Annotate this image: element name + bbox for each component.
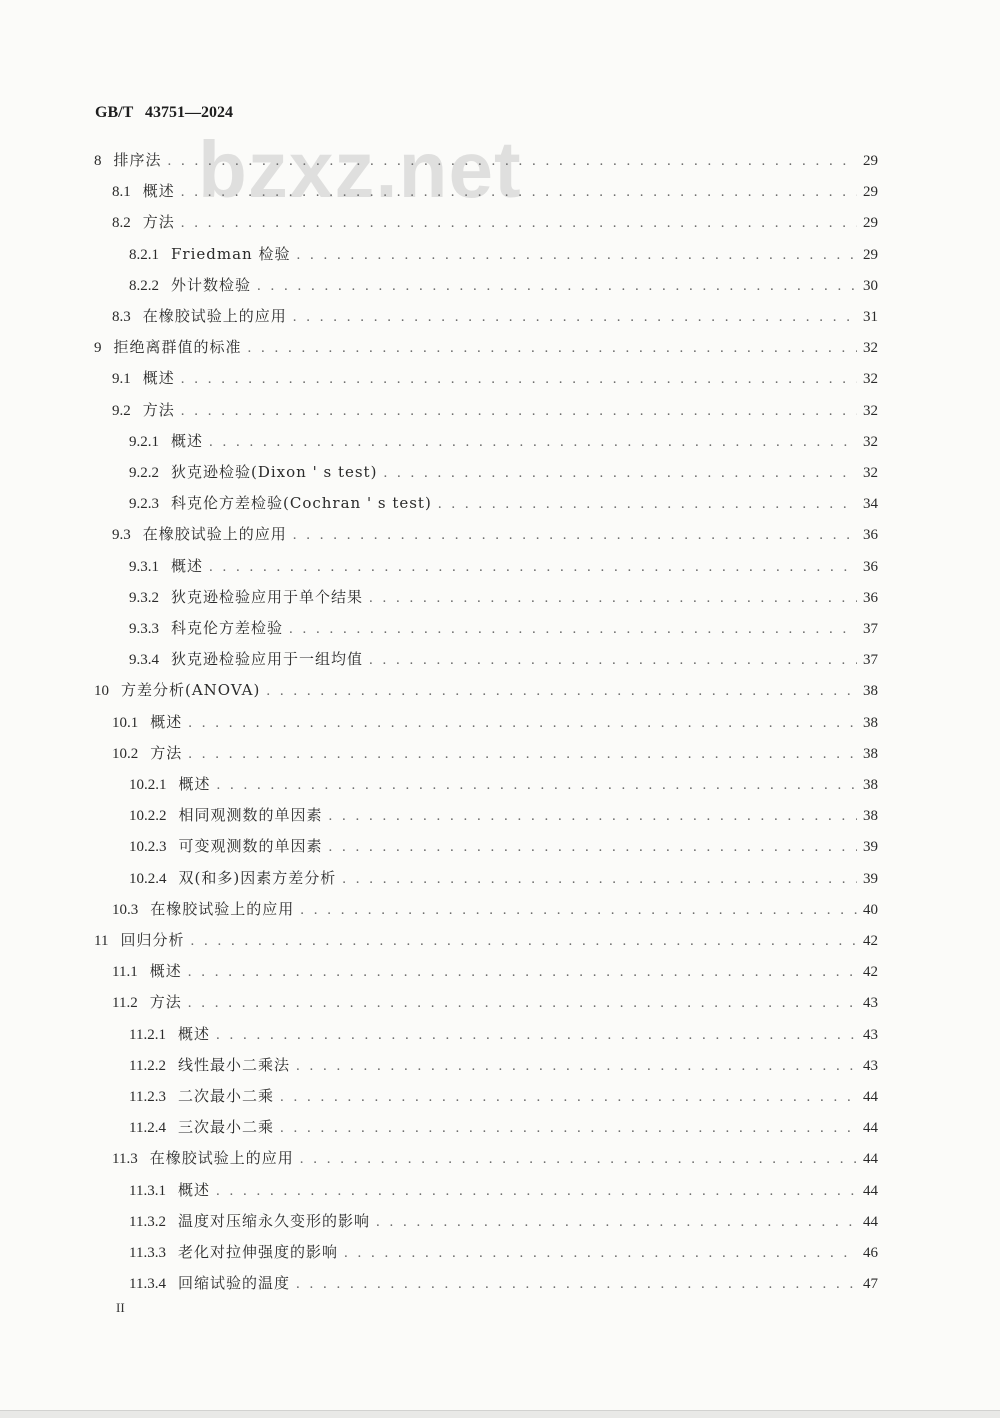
toc-entry-number: 8.2.2 <box>129 277 159 294</box>
toc-entry-page: 36 <box>863 589 878 606</box>
toc-entry-number: 11.2.2 <box>129 1057 166 1074</box>
toc-entry-page: 37 <box>863 652 878 669</box>
toc-entry-number: 9.2.2 <box>129 465 159 481</box>
toc-dot-leader <box>280 1116 857 1140</box>
toc-entry-page: 36 <box>863 527 878 544</box>
toc-dot-leader <box>181 180 857 204</box>
toc-entry-number: 9.3.4 <box>129 652 159 669</box>
toc-entry-page: 30 <box>863 277 878 294</box>
toc-entry-page: 37 <box>863 621 878 637</box>
watermark: bzxz.net <box>198 125 522 214</box>
toc-entry-page: 39 <box>863 870 878 887</box>
toc-dot-leader <box>257 274 857 298</box>
toc-entry[interactable] <box>129 866 878 890</box>
toc-entry-title: 回归分析 <box>120 931 185 949</box>
toc-entry-page: 44 <box>863 1120 878 1137</box>
toc-entry-title: 双(和多)因素方差分析 <box>178 868 337 887</box>
toc-entry-page: 29 <box>863 153 878 169</box>
toc-entry-page: 44 <box>863 1151 878 1168</box>
toc-entry-title: 温度对压缩永久变形的影响 <box>177 1211 370 1230</box>
toc-entry-title: 在橡胶试验上的应用 <box>149 1149 294 1168</box>
toc-entry-page: 38 <box>863 714 878 731</box>
toc-entry-title: 方法 <box>149 993 182 1012</box>
toc-entry[interactable] <box>112 179 878 203</box>
toc-entry-title: 在橡胶试验上的应用 <box>150 899 295 918</box>
toc-entry-page: 32 <box>863 433 878 450</box>
toc-entry[interactable] <box>112 304 878 328</box>
toc-dot-leader <box>181 399 857 423</box>
toc-entry[interactable] <box>129 803 878 827</box>
toc-entry-title: 可变观测数的单因素 <box>178 837 323 856</box>
toc-entry[interactable] <box>112 990 878 1014</box>
toc-entry-number: 10 <box>94 683 109 700</box>
toc-entry[interactable] <box>94 148 878 172</box>
toc-entry-number: 9 <box>94 340 102 357</box>
toc-entry-page: 31 <box>863 309 878 325</box>
toc-entry-title: 排序法 <box>113 151 162 169</box>
toc-entry-number: 11.3.4 <box>129 1276 166 1293</box>
toc-entry-title: 狄克逊检验应用于一组均值 <box>171 650 364 669</box>
toc-entry-title: 概述 <box>142 369 175 388</box>
toc-dot-leader <box>190 929 857 953</box>
toc-entry[interactable] <box>129 1115 878 1139</box>
toc-entry-title: 科克伦方差检验(Cochran ' s test) <box>171 494 432 513</box>
toc-entry-page: 34 <box>863 496 878 513</box>
toc-dot-leader <box>188 742 857 766</box>
toc-entry[interactable] <box>129 647 878 671</box>
toc-dot-leader <box>296 1054 857 1078</box>
toc-entry-number: 9.3.3 <box>129 621 159 637</box>
toc-entry-number: 11.2.1 <box>129 1026 166 1043</box>
toc-entry-title: 概述 <box>177 1024 210 1043</box>
toc-entry[interactable] <box>129 1022 878 1046</box>
toc-entry-number: 10.2 <box>112 745 139 762</box>
toc-dot-leader <box>376 1210 857 1234</box>
toc-dot-leader <box>296 1272 857 1296</box>
toc-dot-leader <box>217 773 857 797</box>
toc-entry-number: 8.2 <box>112 215 131 232</box>
toc-entry[interactable] <box>112 897 878 921</box>
toc-dot-leader <box>293 305 857 329</box>
toc-dot-leader <box>344 1241 857 1265</box>
toc-entry-title: 概述 <box>142 182 175 201</box>
toc-dot-leader <box>342 867 857 891</box>
toc-entry-title: 二次最小二乘 <box>177 1087 274 1105</box>
toc-entry-page: 46 <box>863 1245 878 1261</box>
toc-entry-title: 概述 <box>171 431 204 450</box>
toc-entry-page: 43 <box>863 995 878 1012</box>
toc-entry-page: 29 <box>863 215 878 232</box>
toc-dot-leader <box>188 991 857 1015</box>
toc-entry-title: 狄克逊检验应用于单个结果 <box>171 587 364 606</box>
toc-entry-page: 39 <box>863 839 878 856</box>
toc-entry-page: 42 <box>863 933 878 949</box>
toc-dot-leader <box>329 804 857 828</box>
toc-entry-number: 11.1 <box>112 964 138 981</box>
toc-entry[interactable] <box>129 460 878 484</box>
toc-entry[interactable] <box>94 335 878 359</box>
toc-entry-title: 方法 <box>142 400 175 419</box>
toc-dot-leader <box>300 898 857 922</box>
toc-dot-leader <box>383 461 857 485</box>
toc-entry-number: 11.2.3 <box>129 1089 166 1105</box>
toc-entry[interactable] <box>129 491 878 515</box>
toc-dot-leader <box>296 243 857 267</box>
toc-entry[interactable] <box>129 242 878 266</box>
toc-entry-number: 9.2.1 <box>129 433 159 450</box>
toc-entry-title: 方差分析(ANOVA) <box>121 681 261 700</box>
toc-entry-page: 29 <box>863 246 878 263</box>
toc-entry[interactable] <box>129 1053 878 1077</box>
toc-entry-title: 拒绝离群值的标准 <box>113 338 242 357</box>
toc-entry-title: 线性最小二乘法 <box>177 1055 290 1074</box>
page-marker: II <box>116 1300 125 1315</box>
toc-entry[interactable] <box>112 959 878 983</box>
toc-dot-leader <box>216 1023 857 1047</box>
toc-entry-title: 概述 <box>178 775 211 793</box>
toc-entry-number: 8.2.1 <box>129 246 159 263</box>
toc-entry-number: 9.2.3 <box>129 496 159 513</box>
toc-entry-title: 方法 <box>150 743 183 762</box>
toc-entry-number: 9.3.1 <box>129 558 159 575</box>
toc-dot-leader <box>438 492 857 516</box>
toc-entry-title: Friedman 检验 <box>171 244 291 263</box>
toc-entry[interactable] <box>94 928 878 952</box>
toc-entry-page: 47 <box>863 1276 878 1293</box>
toc-entry-number: 11.2.4 <box>129 1120 166 1137</box>
toc-dot-leader <box>209 430 857 454</box>
toc-dot-leader <box>300 1147 857 1171</box>
toc-dot-leader <box>188 960 857 984</box>
toc-entry-page: 42 <box>863 964 878 981</box>
toc-entry-number: 9.1 <box>112 371 131 388</box>
toc-entry[interactable] <box>112 741 878 765</box>
toc-entry[interactable] <box>129 1178 878 1202</box>
toc-dot-leader <box>168 149 857 173</box>
toc-entry-number: 9.2 <box>112 402 131 419</box>
toc-entry-number: 10.1 <box>112 714 139 731</box>
toc-dot-leader <box>329 835 857 859</box>
toc-entry-page: 38 <box>863 745 878 762</box>
toc-entry-number: 10.2.1 <box>129 777 167 793</box>
toc-entry-number: 10.2.2 <box>129 808 167 825</box>
toc-entry-title: 在橡胶试验上的应用 <box>142 525 287 544</box>
toc-entry-number: 8.1 <box>112 184 131 201</box>
toc-dot-leader <box>181 367 857 391</box>
toc-entry-number: 11.3 <box>112 1151 138 1168</box>
toc-entry-number: 10.3 <box>112 901 139 918</box>
toc-entry[interactable] <box>129 1084 878 1108</box>
toc-entry-page: 32 <box>863 465 878 481</box>
toc-entry[interactable] <box>129 834 878 858</box>
toc-entry[interactable] <box>129 429 878 453</box>
toc-entry[interactable] <box>129 273 878 297</box>
toc-entry-page: 32 <box>863 371 878 388</box>
toc-dot-leader <box>280 1085 857 1109</box>
toc-dot-leader <box>248 336 857 360</box>
toc-entry-page: 43 <box>863 1057 878 1074</box>
toc-entry-page: 44 <box>863 1089 878 1105</box>
toc-entry[interactable] <box>112 398 878 422</box>
toc-entry[interactable] <box>129 772 878 796</box>
toc-dot-leader <box>188 711 857 735</box>
toc-entry-page: 44 <box>863 1213 878 1230</box>
toc-entry-title: 外计数检验 <box>171 275 252 294</box>
toc-entry-number: 9.3 <box>112 527 131 544</box>
toc-entry-number: 10.2.4 <box>129 870 167 887</box>
toc-entry-number: 9.3.2 <box>129 589 159 606</box>
toc-entry-number: 11 <box>94 933 109 949</box>
toc-entry[interactable] <box>112 1146 878 1170</box>
toc-entry-number: 11.3.1 <box>129 1182 166 1199</box>
toc-entry-title: 在橡胶试验上的应用 <box>142 307 287 325</box>
toc-entry-title: 老化对拉伸强度的影响 <box>177 1243 338 1261</box>
toc-entry-number: 10.2.3 <box>129 839 167 856</box>
toc-dot-leader <box>293 523 857 547</box>
toc-dot-leader <box>266 679 857 703</box>
toc-entry-page: 32 <box>863 340 878 357</box>
toc-entry[interactable] <box>129 1240 878 1264</box>
toc-entry-title: 方法 <box>142 213 175 232</box>
toc-entry-title: 回缩试验的温度 <box>177 1274 290 1293</box>
toc-entry-page: 38 <box>863 808 878 825</box>
toc-entry-page: 40 <box>863 901 878 918</box>
toc-entry-page: 38 <box>863 683 878 700</box>
toc-entry-number: 11.3.2 <box>129 1213 166 1230</box>
toc-entry-page: 32 <box>863 402 878 419</box>
toc-entry[interactable] <box>129 1209 878 1233</box>
toc-entry-title: 三次最小二乘 <box>177 1118 274 1137</box>
toc-entry-number: 8.3 <box>112 309 131 325</box>
toc-entry[interactable] <box>129 585 878 609</box>
toc-entry-title: 概述 <box>171 556 204 575</box>
toc-entry-number: 11.2 <box>112 995 138 1012</box>
toc-dot-leader <box>181 211 857 235</box>
toc-entry[interactable] <box>112 366 878 390</box>
toc-dot-leader <box>369 586 857 610</box>
toc-entry-title: 相同观测数的单因素 <box>178 806 323 825</box>
toc-entry-number: 11.3.3 <box>129 1245 166 1261</box>
toc-dot-leader <box>209 555 857 579</box>
toc-entry[interactable] <box>112 522 878 546</box>
toc-dot-leader <box>369 648 857 672</box>
toc-entry[interactable] <box>94 678 878 702</box>
toc-entry-title: 概述 <box>177 1180 210 1199</box>
toc-dot-leader <box>216 1179 857 1203</box>
toc-dot-leader <box>289 617 857 641</box>
toc-entry-page: 36 <box>863 558 878 575</box>
toc-entry[interactable] <box>129 554 878 578</box>
toc-entry-page: 38 <box>863 777 878 793</box>
standard-number-header: GB/T 43751—2024 <box>95 104 233 121</box>
toc-entry-title: 概述 <box>149 962 182 981</box>
toc-entry-page: 43 <box>863 1026 878 1043</box>
toc-entry[interactable] <box>129 1271 878 1295</box>
toc-entry-title: 概述 <box>150 712 183 731</box>
toc-entry-page: 44 <box>863 1182 878 1199</box>
toc-entry-number: 8 <box>94 153 102 169</box>
toc-entry[interactable] <box>112 710 878 734</box>
toc-entry[interactable] <box>129 616 878 640</box>
toc-entry-page: 29 <box>863 184 878 201</box>
toc-entry-title: 狄克逊检验(Dixon ' s test) <box>171 463 378 481</box>
toc-entry-title: 科克伦方差检验 <box>171 619 284 637</box>
toc-entry[interactable] <box>112 210 878 234</box>
